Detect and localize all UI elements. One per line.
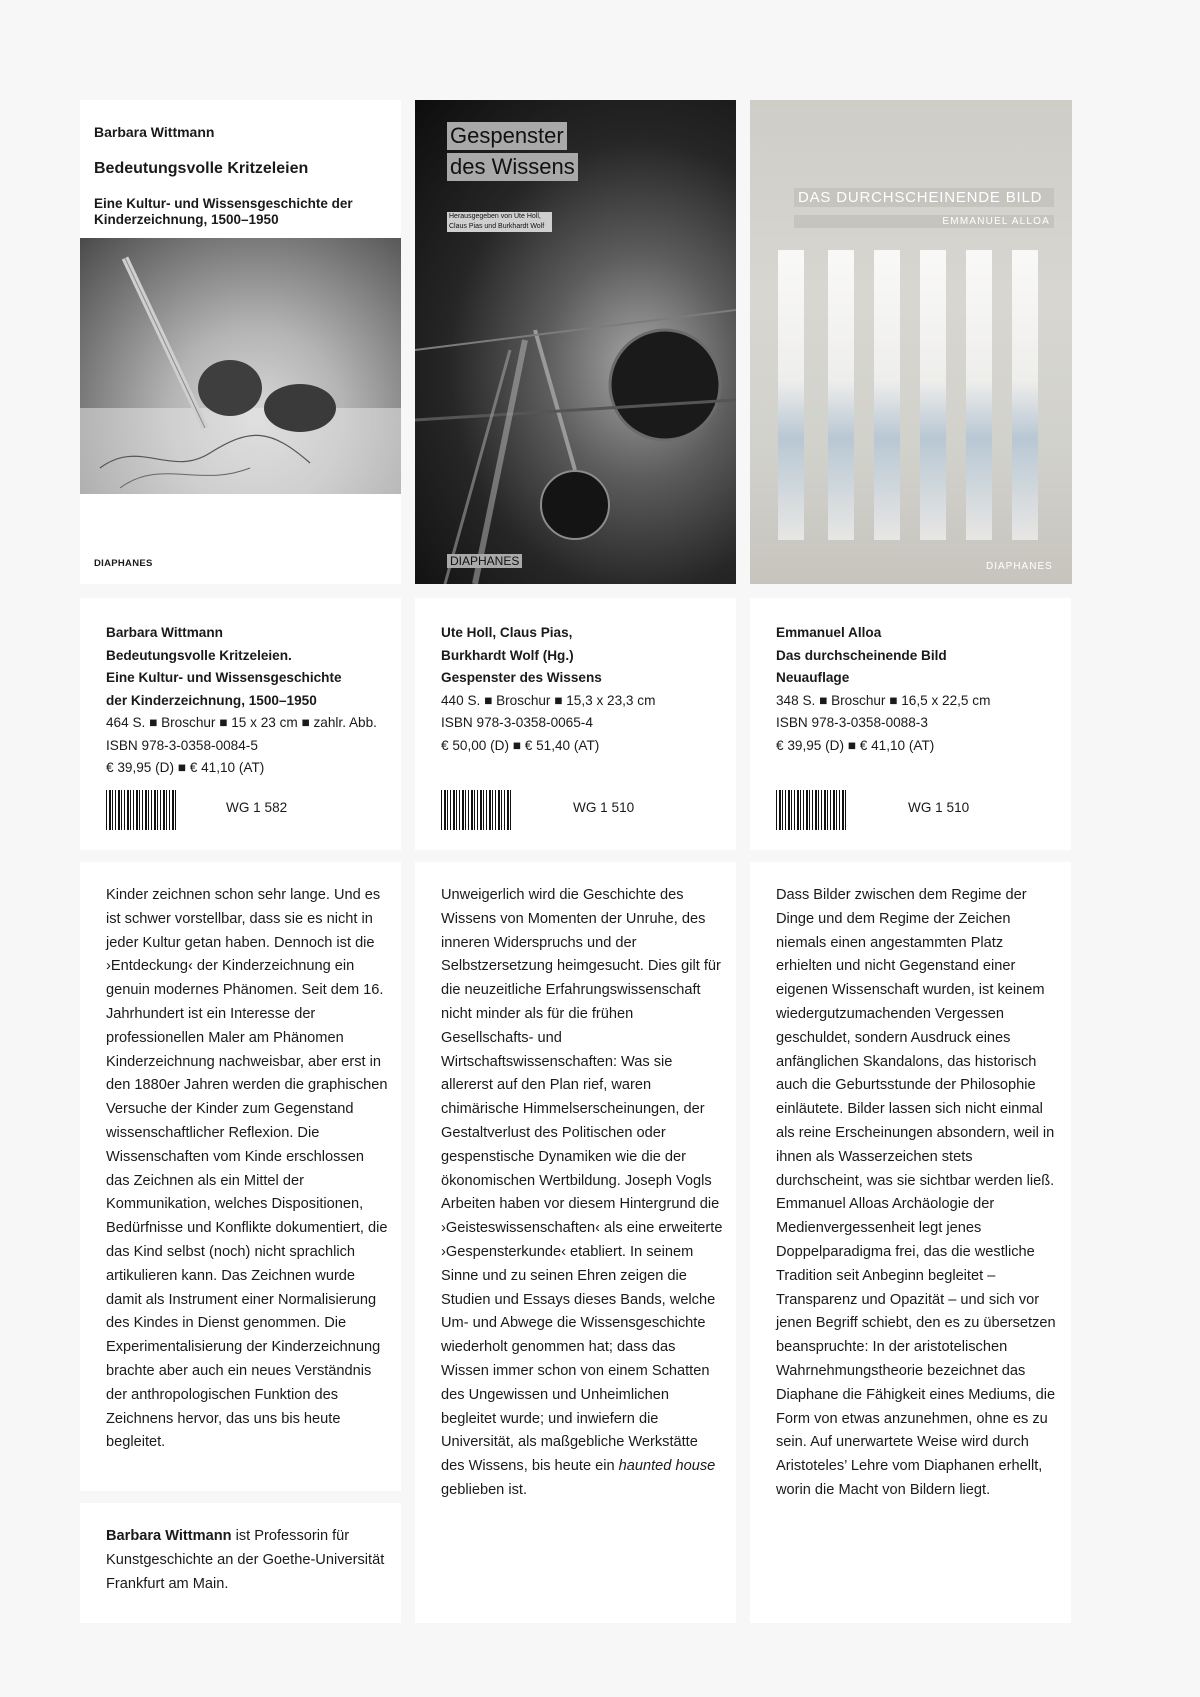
- barcode: [441, 790, 513, 830]
- cover-publisher: DIAPHANES: [986, 561, 1053, 572]
- barcode: [106, 790, 178, 830]
- book-author: Burkhardt Wolf (Hg.): [441, 647, 574, 663]
- book-description-gespenster: [415, 862, 736, 1623]
- book-cover-gespenster: [415, 100, 736, 584]
- cover-stripe: [874, 250, 900, 540]
- description-paragraph-1: Dass Bilder zwischen dem Regime der Dinge und dem Regime der Zeichen niemals einen angestammten Platz erhielten und nicht Gegenstand einer eigenen Wissenschaft wurden, ist keinem wiedergutzumachenden Vergessen geschuldet, sondern Ausdruck eines anfänglichen Skandalons, das historisch auch die Geburtsstunde der Philosophie einläutete. Bilder lassen sich nicht einmal als reine Erscheinungen absondern, weil in ihnen als Wasserzeichen stets durchscheint, was sie sichtbar werden ließ.: [776, 887, 1055, 1189]
- book-cover-durchscheinende-bild: [750, 100, 1072, 584]
- bio-text: [106, 1525, 388, 1596]
- book-specs: 464 S. ■ Broschur ■ 15 x 23 cm ■ zahlr. Abb.: [106, 715, 377, 730]
- book-title: Bedeutungsvolle Kritzeleien.: [106, 647, 292, 663]
- cover-subtitle: Eine Kultur- und Wissensgeschichte der Kinderzeichnung, 1500–1950: [94, 196, 353, 227]
- cover-editors-line: Claus Pias und Burkhardt Wolf: [447, 222, 552, 232]
- cover-photo-child-drawing: [80, 238, 401, 494]
- book-description-durchscheinende-bild: [750, 862, 1071, 1623]
- cover-publisher: DIAPHANES: [94, 558, 153, 569]
- wg-code: WG 1 582: [226, 800, 288, 815]
- book-author: Emmanuel Alloa: [776, 625, 882, 640]
- description-text: [776, 884, 1058, 1503]
- description-text: Kinder zeichnen schon sehr lange. Und es ist schwer vorstellbar, dass sie es nicht in jeder Kultur getan haben. Dennoch ist die ›Entdeckung‹ der Kinderzeichnung ein genuin modernes Phänomen. Seit dem 16. Jahrhundert ist ein Interesse der professionellen Maler am Phänomen Kinderzeichnung nachweisbar, aber erst in den 1880er Jahren werden die graphischen Versuche der Kinder zum Gegenstand wissenschaftlicher Reflexion. Die Wissenschaften vom Kinde erschlossen das Zeichnen als ein Mittel der Kommunikation, welches Dispositionen, Bedürfnisse und Konflikte dokumentiert, die das Kind selbst (noch) nicht sprachlich artikulieren kann. Das Zeichnen wurde damit als Instrument einer Normalisierung des Kindes in Dienst genommen. Die Experimentalisierung der Kinderzeichnung brachte aber auch ein neues Verständnis der anthropologischen Funktion des Zeichnens hervor, das uns bis heute begleitet.: [106, 887, 388, 1451]
- book-author: Ute Holl, Claus Pias,: [441, 625, 573, 640]
- cover-title-line: des Wissens: [447, 153, 578, 181]
- book-info-gespenster: [415, 598, 736, 850]
- cover-title-line: Gespenster: [447, 122, 567, 150]
- cover-stripe: [778, 250, 804, 540]
- author-bio: [80, 1503, 401, 1623]
- bio-name: Barbara Wittmann: [106, 1528, 232, 1544]
- cover-editors-line: Herausgegeben von Ute Holl,: [447, 212, 552, 222]
- book-price: € 39,95 (D) ■ € 41,10 (AT): [106, 760, 265, 775]
- book-author: Barbara Wittmann: [106, 625, 223, 640]
- cover-stripe: [966, 250, 992, 540]
- cover-title: [447, 122, 587, 184]
- description-text: [441, 884, 723, 1503]
- book-details: [441, 622, 655, 757]
- book-specs: 348 S. ■ Broschur ■ 16,5 x 22,5 cm: [776, 692, 991, 708]
- cover-stripe: [828, 250, 854, 540]
- book-edition: Neuauflage: [776, 670, 850, 685]
- book-title: Das durchscheinende Bild: [776, 647, 947, 663]
- book-isbn: ISBN 978-3-0358-0084-5: [106, 737, 258, 753]
- wg-code: WG 1 510: [908, 800, 970, 815]
- cover-author: Barbara Wittmann: [94, 124, 215, 140]
- book-description-kritzeleien: [80, 862, 401, 1491]
- cover-editors: [447, 212, 552, 232]
- book-price: € 50,00 (D) ■ € 51,40 (AT): [441, 737, 600, 753]
- book-subtitle: der Kinderzeichnung, 1500–1950: [106, 692, 317, 708]
- book-details: [776, 622, 990, 757]
- description-body: Unweigerlich wird die Geschichte des Wissens von Momenten der Unruhe, des inneren Widerspruchs und der Selbstzersetzung heimgesucht. Dies gilt für die neuzeitliche Erfahrungswissenschaft nicht minder als für die frühen Gesellschafts- und Wirtschaftswissenschaften: Was sie allererst auf den Plan rief, waren chimärische Himmelserscheinungen, der Gestaltverlust des Politischen oder gespenstische Dynamiken wie die der ökonomischen Wertbildung. Joseph Vogls Arbeiten haben vor diesem Hintergrund die ›Geisteswissenschaften‹ als eine erweiterte ›Gespensterkunde‹ etabliert. In seinem Sinne und zu seinen Ehren zeigen die Studien und Essays dieses Bands, welche Um- und Abwege die Wissensgeschichte wiederholt genommen hat; dass das Wissen immer schon von einem Schatten des Ungewissen und Unheimlichen begleitet wurde; und inwiefern die Universität, als maßgebliche Werkstätte des Wissens, bis heute ein: [441, 887, 723, 1475]
- cover-stripe: [920, 250, 946, 540]
- book-isbn: ISBN 978-3-0358-0088-3: [776, 715, 928, 730]
- cover-author: EMMANUEL ALLOA: [794, 215, 1054, 228]
- description-end: geblieben ist.: [441, 1481, 528, 1498]
- cover-stripe: [1012, 250, 1038, 540]
- child-drawing-illustration: [80, 238, 401, 494]
- book-price: € 39,95 (D) ■ € 41,10 (AT): [776, 737, 935, 753]
- book-specs: 440 S. ■ Broschur ■ 15,3 x 23,3 cm: [441, 692, 656, 708]
- book-details: [106, 622, 377, 780]
- book-info-durchscheinende-bild: [750, 598, 1071, 850]
- barcode: [776, 790, 848, 830]
- book-isbn: ISBN 978-3-0358-0065-4: [441, 715, 593, 730]
- cover-title: DAS DURCHSCHEINENDE BILD: [794, 188, 1054, 207]
- description-italic: haunted house: [618, 1458, 716, 1475]
- bio-body: ist Professorin für Kunstgeschichte an der Goethe-Universität Frankfurt am Main.: [106, 1528, 385, 1592]
- cover-publisher: DIAPHANES: [447, 554, 522, 568]
- book-title: Gespenster des Wissens: [441, 670, 602, 685]
- wg-code: WG 1 510: [573, 800, 635, 815]
- book-subtitle: Eine Kultur- und Wissensgeschichte: [106, 670, 342, 685]
- cover-title: Bedeutungsvolle Kritzeleien: [94, 160, 309, 177]
- description-paragraph-2: Emmanuel Alloas Archäologie der Medienvergessenheit legt jenes Doppelparadigma frei, das die westliche Tradition seit Anbeginn begleitet – Transparenz und Opazität – und sich vor jenen Begriff schiebt, den es zu übersetzen beanspruchte: In der aristotelischen Wahrnehmungstheorie bezeichnet das Diaphane die Fähigkeit eines Mediums, die Form von etwas anzunehmen, ohne es zu sein. Auf unerwartete Weise wird durch Aristoteles’ Lehre vom Diaphanen erhellt, worin die Macht von Bildern liegt.: [776, 1196, 1056, 1498]
- book-cover-kritzeleien: [80, 100, 401, 584]
- book-info-kritzeleien: [80, 598, 401, 850]
